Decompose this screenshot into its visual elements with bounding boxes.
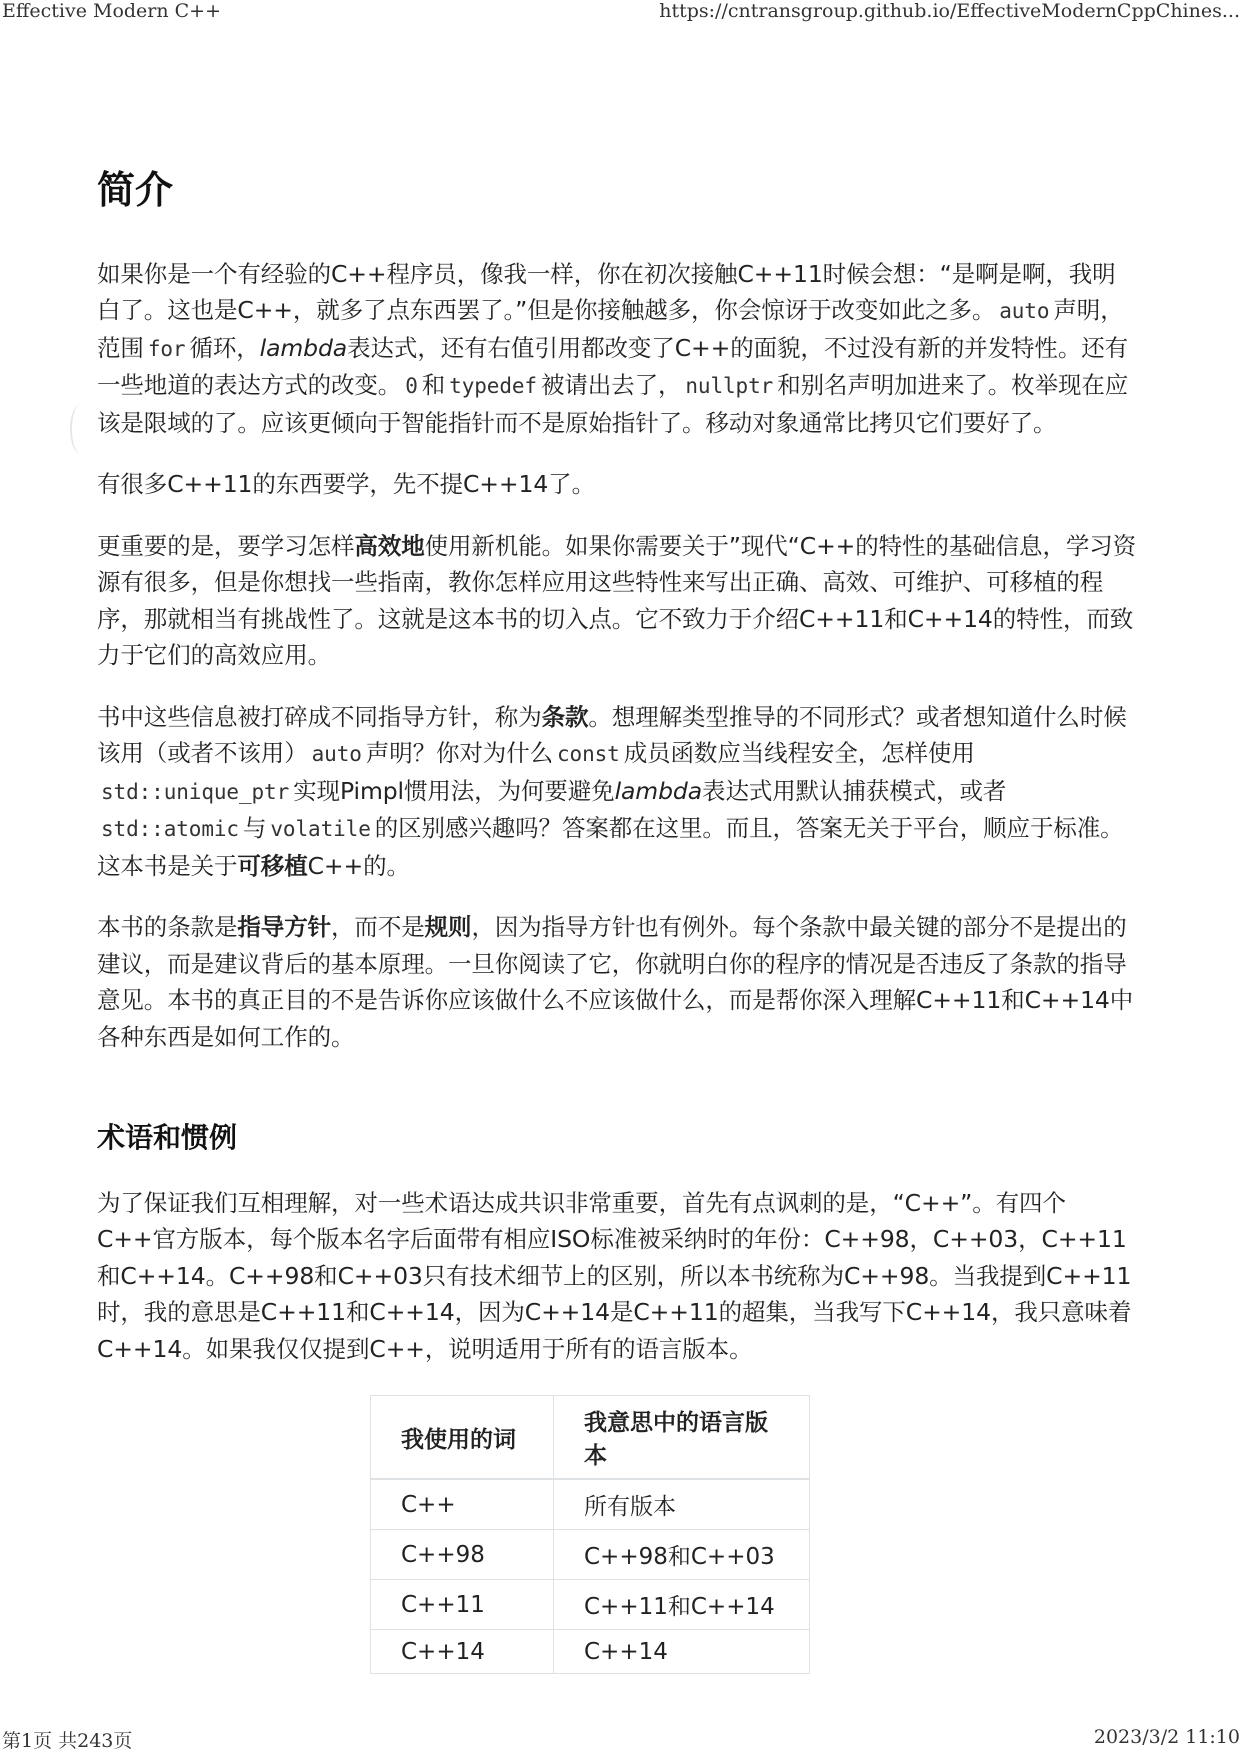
table-row — [371, 1580, 810, 1630]
table-cell: C++ — [371, 1479, 554, 1530]
table-cell: C++98 — [371, 1530, 554, 1580]
code-typedef: typedef — [449, 374, 537, 399]
code-volatile: volatile — [270, 817, 371, 842]
table-cell: C++14 — [554, 1630, 810, 1674]
page-counter: 第1页 共243页 — [2, 1730, 133, 1752]
table-cell: C++11和C++14 — [554, 1580, 810, 1630]
lambda-term-2: lambda — [614, 776, 703, 805]
doc-url[interactable]: https://cntransgroup.github.io/EffectiveModernCppChines... — [659, 0, 1240, 22]
versions-table — [370, 1395, 810, 1674]
terminology-paragraph: 为了保证我们互相理解，对一些术语达成共识非常重要，首先有点讽刺的是，“C++”。有四个C++官方版本，每个版本名字后面带有相应ISO标准被采纳时的年份：C++98，C++03，C++11和C++14。C++98和C++03只有技术细节上的区别，所以本书统称为C++98。当我提到C++11时，我的意思是C++11和C++14，因为C++14是C++11的超集，当我写下C++14，我只意味着C++14。如果我仅仅提到C++，说明适用于所有的语言版本。 — [97, 1188, 1132, 1363]
code-const: const — [557, 742, 620, 767]
print-header — [0, 0, 1242, 26]
table-cell: 所有版本 — [554, 1479, 810, 1530]
table-cell: C++11 — [371, 1580, 554, 1630]
code-zero: 0 — [405, 374, 418, 399]
table-header-cell: 我意思中的语言版本 — [554, 1396, 810, 1480]
intro-paragraph-1: 如果你是一个有经验的C++程序员，像我一样，你在初次接触C++11时候会想：“是啊是啊，我明白了。这也是C++，就多了点东西罢了。”但是你接触越多，你会惊讶于改变如此之多。 auto 声明，范围 for 循环，lambda表达式，还有右值引用都改变了C++的面貌，不过没有新的并发特性。还有一些地道的表达方式的改变。 0 和 typedef 被请出去了， nullptr 和别名声明加进来了。枚举现在应该是限域的了。应该更倾向于智能指针而不是原始指针了。移动对象通常比拷贝它们要好了。 — [97, 259, 1129, 437]
table-header-row — [371, 1396, 810, 1480]
page-content — [97, 170, 1137, 1674]
code-for: for — [147, 336, 186, 361]
bold-rules: 规则 — [424, 913, 472, 942]
page-title: 简介 — [97, 168, 174, 212]
intro-paragraph-3: 更重要的是，要学习怎样高效地使用新机能。如果你需要关于”现代“C++的特性的基础信息，学习资源有很多，但是你想找一些指南，教你怎样应用这些特性来写出正确、高效、可维护、可移植的程序，那就相当有挑战性了。这就是这本书的切入点。它不致力于介绍C++11和C++14的特性，而致力于它们的高效应用。 — [97, 531, 1137, 670]
bold-portable: 可移植 — [237, 851, 308, 880]
intro-paragraph-5: 本书的条款是指导方针，而不是规则，因为指导方针也有例外。每个条款中最关键的部分不是提出的建议，而是建议背后的基本原理。一旦你阅读了它，你就明白你的程序的情况是否违反了条款的指导意见。本书的真正目的不是告诉你应该做什么不应该做什么，而是帮你深入理解C++11和C++14中各种东西是如何工作的。 — [97, 913, 1134, 1051]
table-header-cell: 我使用的词 — [371, 1396, 554, 1480]
code-auto-2: auto — [311, 742, 362, 767]
bold-items: 条款 — [541, 702, 589, 731]
bold-guidelines: 指导方针 — [237, 913, 332, 942]
table-row — [371, 1479, 810, 1530]
table-cell: C++14 — [371, 1630, 554, 1674]
intro-paragraph-4: 书中这些信息被打碎成不同指导方针，称为条款。想理解类型推导的不同形式？或者想知道什么时候该用（或者不该用） auto 声明？你对为什么 const 成员函数应当线程安全，怎样使用std::unique_ptr 实现Pimpl惯用法，为何要避免lambda表达式用默认捕获模式，或者std::atomic 与 volatile 的区别感兴趣吗？答案都在这里。而且，答案无关于平台，顺应于标准。这本书是关于可移植C++的。 — [97, 702, 1127, 880]
bold-efficiently: 高效地 — [354, 531, 425, 560]
table-row — [371, 1530, 810, 1580]
intro-paragraph-2: 有很多C++11的东西要学，先不提C++14了。 — [97, 470, 595, 499]
lambda-term: lambda — [259, 333, 348, 362]
code-unique-ptr: std::unique_ptr — [101, 779, 290, 804]
section-title-terminology: 术语和惯例 — [97, 1121, 238, 1155]
code-auto: auto — [999, 299, 1050, 324]
code-nullptr: nullptr — [685, 374, 774, 399]
table-cell: C++98和C++03 — [554, 1530, 810, 1580]
code-atomic: std::atomic — [101, 817, 239, 842]
side-scroll-handle[interactable] — [70, 404, 92, 454]
doc-title: Effective Modern C++ — [2, 0, 222, 22]
print-datetime: 2023/3/2 11:10 — [1093, 1726, 1240, 1748]
print-footer — [0, 1726, 1242, 1752]
table-row — [371, 1630, 810, 1674]
